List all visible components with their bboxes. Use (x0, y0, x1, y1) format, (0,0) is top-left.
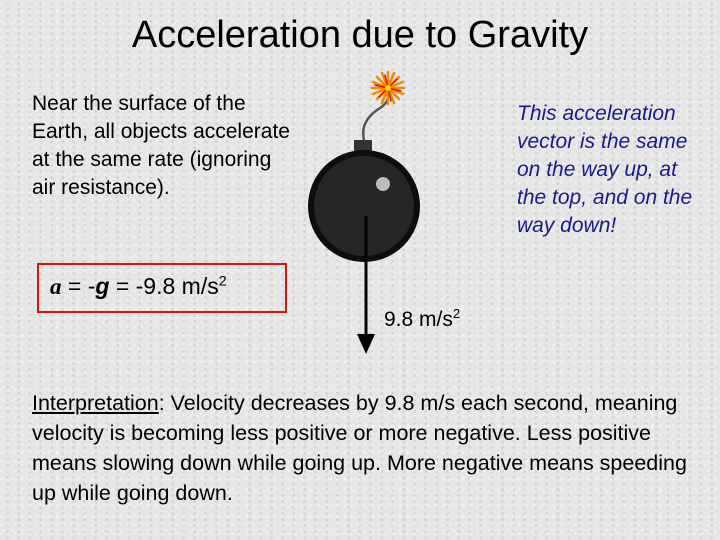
intro-text: Near the surface of the Earth, all objects accelerate at the same rate (ignoring air resistance). (32, 92, 290, 199)
formula-eq1: = - (61, 273, 96, 299)
formula-eq2: = -9.8 m/s (109, 273, 219, 299)
spark-icon (372, 72, 404, 104)
formula (50, 271, 227, 302)
formula-a-symbol: a (50, 274, 62, 299)
interpretation-term: Interpretation (32, 391, 159, 415)
acceleration-label (384, 306, 460, 334)
bomb-icon (308, 72, 420, 262)
interpretation-body: : Velocity decreases by 9.8 m/s each second, meaning velocity is becoming less positive or more negative. Less positive means slowing down while going up. More negative means speeding up while going down. (32, 391, 687, 505)
interpretation-paragraph (32, 388, 712, 508)
slide-title: Acceleration due to Gravity (131, 14, 589, 56)
acceleration-exponent: 2 (452, 306, 461, 321)
formula-exponent: 2 (218, 273, 227, 290)
acceleration-value: 9.8 m/s (384, 308, 453, 331)
formula-g-symbol: g (95, 273, 110, 299)
vector-note: This acceleration vector is the same on the way up, at the top, and on the way down! (517, 102, 693, 237)
